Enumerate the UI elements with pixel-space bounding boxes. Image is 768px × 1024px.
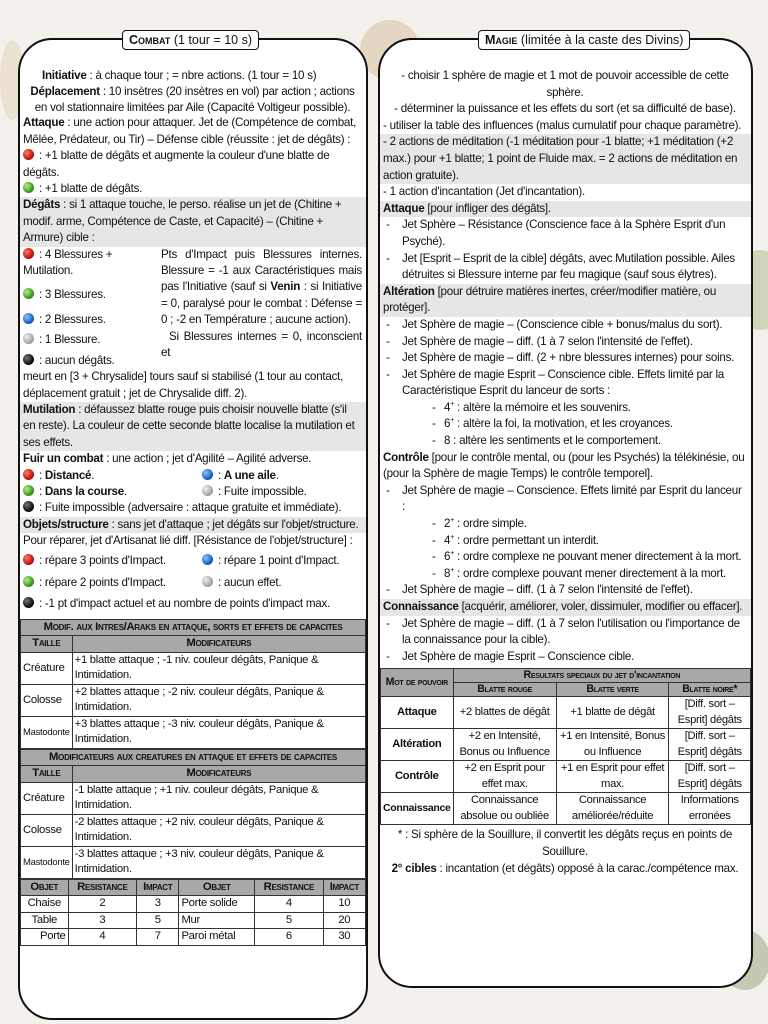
controle-sublist xyxy=(380,516,751,582)
list-item: - 4+ : altère la mémoire et les souvenirs. xyxy=(444,400,751,417)
black-die-icon xyxy=(23,597,34,608)
red-die-icon xyxy=(23,149,34,160)
list-item: - Jet [Esprit – Esprit de la cible] dégâts, avec Mutilation possible. Ailes détruites si Blessure interne par feu magique (sauf sous élytres). xyxy=(402,251,747,284)
objets-table: Objet Resistance Impact Objet Resistance Impact Chaise 2 3 Porte solide 4 10 Table 3 5 Mur 5 20 Porte 4 7 Paroi métal 6 30 xyxy=(20,879,366,946)
modif-creatures-table: Modificateurs aux creatures en attaque et effets de capacites Taille Modificateurs Créature -1 blatte attaque ; +1 niv. couleur dégâts, Panique & Intimidation. Colosse -2 blattes attaque ; +2 niv. couleur dégâts, Panique & Intimidation. Mastodonte -3 blattes attaque ; +3 niv. couleur dégâts, Panique & Intimidation. xyxy=(20,749,366,879)
list-item: - Jet Sphère – Résistance (Conscience face à la Sphère Esprit d'un Psyché). xyxy=(402,217,747,250)
blue-die-icon xyxy=(23,313,34,324)
table-row: Chaise 2 3 Porte solide 4 10 xyxy=(21,896,366,913)
attaque-red: : +1 blatte de dégâts et augmente la couleur d'une blatte de dégâts. xyxy=(23,149,330,179)
resultats-table: Mot de pouvoir Resultats speciaux du jet d'incantation Blatte rouge Blatte verte Blatte noire* Attaque +2 blattes de dégât +1 blatte de dégât [Diff. sort – Esprit] dégâts Altération +2 en Intensité, Bonus ou Influence +1 en Intensité, Bonus ou Influence [Diff. sort – Esprit] dégâts Contrôle +2 en Esprit pour effet max. +1 en Esprit pour effet max. [Diff. sort – Esprit] dégâts Connaissance Connaissance absolue ou oubliée Connaissance améliorée/réduite Informations erronées xyxy=(380,668,751,825)
objets-grid: : répare 3 points d'Impact. : répare 2 points d'Impact. : répare 1 point d'Impact. : aucun effet. xyxy=(20,550,366,592)
list-item: - Jet Sphère de magie Esprit – Conscience cible. xyxy=(402,649,747,666)
intro-line: - utiliser la table des influences (malus cumulatif pour chaque paramètre). xyxy=(383,118,742,132)
table-row: Colosse +2 blattes attaque ; -2 niv. couleur dégâts, Panique & Intimidation. xyxy=(21,684,366,716)
table-row: Altération +2 en Intensité, Bonus ou Influence +1 en Intensité, Bonus ou Influence [Diff. sort – Esprit] dégâts xyxy=(381,729,751,761)
list-item: - Jet Sphère de magie – (Conscience cible + bonus/malus du sort). xyxy=(402,317,747,334)
controle-section: Contrôle [pour le contrôle mental, ou (pour les Psychés) la télékinésie, ou (pour la Sphère de magie Temps) le contrôle temporel]. xyxy=(383,450,745,481)
list-item: - Jet Sphère de magie – diff. (1 à 7 selon l'intensité de l'effet). xyxy=(402,334,747,351)
alteration-list xyxy=(380,317,751,400)
modif-intres-table: Modif. aux Intres/Araks en attaque, sorts et effets de capacites Taille Modificateurs Créature +1 blatte attaque ; -1 niv. couleur dégâts, Panique & Intimidation. Colosse +2 blattes attaque ; -2 niv. couleur dégâts, Panique & Intimidation. Mastodonte +3 blattes attaque ; -3 niv. couleur dégâts, Panique & Intimidation. xyxy=(20,619,366,749)
table-title: Modif. aux Intres/Araks en attaque, sorts et effets de capacites xyxy=(21,619,366,636)
green-die-icon xyxy=(23,182,34,193)
table-row: Créature +1 blatte attaque ; -1 niv. couleur dégâts, Panique & Intimidation. xyxy=(21,652,366,684)
fuir-black: : Fuite impossible (adversaire : attaque gratuite et immédiate). xyxy=(20,500,366,516)
table-row: Créature -1 blatte attaque ; +1 niv. couleur dégâts, Panique & Intimidation. xyxy=(21,782,366,814)
table-row: Mastodonte +3 blattes attaque ; -3 niv. couleur dégâts, Panique & Intimidation. xyxy=(21,716,366,748)
black-die-icon xyxy=(23,501,34,512)
grey-die-icon xyxy=(202,485,213,496)
table-row: Colosse -2 blattes attaque ; +2 niv. couleur dégâts, Panique & Intimidation. xyxy=(21,814,366,846)
mutilation-line: Mutilation : défaussez blatte rouge puis choisir nouvelle blatte (s'il en reste). La couleur de cette seconde blatte localise la mutilation et ses effets. xyxy=(20,402,366,451)
table-row: Porte 4 7 Paroi métal 6 30 xyxy=(21,929,366,946)
initiative-line: Initiative : à chaque tour ; = nbre actions. (1 tour = 10 s) xyxy=(42,69,317,82)
green-die-icon xyxy=(23,288,34,299)
list-item: - 4+ : ordre permettant un interdit. xyxy=(444,533,751,550)
list-item: - 8+ : ordre complexe pouvant mener directement à la mort. xyxy=(444,566,751,583)
fuir-line: Fuir un combat : une action ; jet d'Agilité – Agilité adverse. xyxy=(23,452,312,466)
fuir-grid: : Distancé. : Dans la course. : A une aile. : Fuite impossible. xyxy=(20,468,366,501)
list-item: - 6+ : altère la foi, la motivation, et les croyances. xyxy=(444,416,751,433)
blue-die-icon xyxy=(202,554,213,565)
degats-line: Dégâts : si 1 attaque touche, le perso. réalise un jet de (Chitine + modif. arme, Compétence de Caste, et Capacité) – (Chitine + Armure) cible : xyxy=(20,197,366,246)
table-title: Modificateurs aux creatures en attaque et effets de capacites xyxy=(21,749,366,766)
green-die-icon xyxy=(23,485,34,496)
intro-line: - déterminer la puissance et les effets du sort (et sa difficulté de base). xyxy=(394,102,736,116)
degats-continuation: meurt en [3 + Chrysalide] tours sauf si stabilisé (1 tour au contact, déplacement gratuit ; jet de Chrysalide diff. 2). xyxy=(23,370,344,400)
magie-title: Magie (limitée à la caste des Divins) xyxy=(478,30,690,50)
table-row: Attaque +2 blattes de dégât +1 blatte de dégât [Diff. sort – Esprit] dégâts xyxy=(381,697,751,729)
list-item: - Jet Sphère de magie – Conscience. Effets limité par Esprit du lanceur : xyxy=(402,483,747,516)
table-row: Table 3 5 Mur 5 20 xyxy=(21,912,366,929)
list-item: - Jet Sphère de magie – diff. (2 + nbre blessures internes) pour soins. xyxy=(402,350,747,367)
list-item: - 8 : altère les sentiments et le comportement. xyxy=(444,433,751,450)
objets-line: Objets/structure : sans jet d'attaque ; jet dégâts sur l'objet/structure. xyxy=(20,517,366,533)
list-item: - 2+ : ordre simple. xyxy=(444,516,751,533)
table-row: Contrôle +2 en Esprit pour effet max. +1 en Esprit pour effet max. [Diff. sort – Esprit] dégâts xyxy=(381,761,751,793)
intro-line: - choisir 1 sphère de magie et 1 mot de pouvoir accessible de cette sphère. xyxy=(401,69,729,99)
grey-die-icon xyxy=(202,576,213,587)
combat-card xyxy=(18,38,368,1020)
table-row: Connaissance Connaissance absolue ou oubliée Connaissance améliorée/réduite Informations erronées xyxy=(381,793,751,825)
magie-card xyxy=(378,38,753,988)
objets-line-2: Pour réparer, jet d'Artisanat lié diff. [Résistance de l'objet/structure] : xyxy=(23,534,353,548)
intro-line: - 2 actions de méditation (-1 méditation pour -1 blatte; +1 méditation (+2 max.) pour +1 blatte; 1 point de Fluide max. = 2 actions de méditation en action gratuite). xyxy=(380,134,751,184)
blue-die-icon xyxy=(202,469,213,480)
attaque-line: Attaque : une action pour attaquer. Jet de (Compétence de combat, Mêlée, Prédateur, ou Tir) – Défense cible (réussite : jet de dégâts) : xyxy=(23,116,357,146)
red-die-icon xyxy=(23,469,34,480)
cibles-line: 2° cibles : incantation (et dégâts) opposé à la carac./compétence max. xyxy=(391,861,739,875)
red-die-icon xyxy=(23,248,34,259)
green-die-icon xyxy=(23,576,34,587)
red-die-icon xyxy=(23,554,34,565)
combat-title: Combat (1 tour = 10 s) xyxy=(122,30,259,50)
controle-list-2 xyxy=(380,582,751,599)
intro-line: - 1 action d'incantation (Jet d'incantation). xyxy=(383,185,585,199)
connaissance-section: Connaissance [acquérir, améliorer, voler, dissimuler, modifier ou effacer]. xyxy=(380,599,751,616)
connaissance-list xyxy=(380,616,751,666)
list-item: - Jet Sphère de magie Esprit – Conscience cible. Effets limité par la Caractéristique Esprit du lanceur de sorts : xyxy=(402,367,747,400)
list-item: - Jet Sphère de magie – diff. (1 à 7 selon l'intensité de l'effet). xyxy=(402,582,747,599)
list-item: - 6+ : ordre complexe ne pouvant mener directement à la mort. xyxy=(444,549,751,566)
grey-die-icon xyxy=(23,333,34,344)
list-item: - Jet Sphère de magie – diff. (1 à 7 selon l'utilisation ou l'importance de la connaissance pour la cible). xyxy=(402,616,747,649)
attaque-green: : +1 blatte de dégâts. xyxy=(20,181,366,197)
alteration-sublist xyxy=(380,400,751,450)
attaque-list xyxy=(380,217,751,283)
deplacement-line: Déplacement : 10 insètres (20 insètres en vol) par action ; actions en vol stationnaire limitées par Aile (Capacité Voltigeur possible). xyxy=(30,85,355,114)
objets-black: : -1 pt d'impact actuel et au nombre de points d'impact max. xyxy=(20,596,366,612)
footnote: * : Si sphère de la Souillure, il convertit les dégâts reçus en points de Souillure. xyxy=(397,828,733,858)
table-row: Mastodonte -3 blattes attaque ; +3 niv. couleur dégâts, Panique & Intimidation. xyxy=(21,846,366,878)
degats-block: : 4 Blessures + Mutilation. : 3 Blessures. : 2 Blessures. : 1 Blessure. : aucun dégâts. Pts d'Impact puis Blessures internes. Blessure = -1 aux Caractéristiques mais pas l'Initiative (sauf si Venin : si Initiative = 0, paralysé pour le combat : Défense = 0 ; -2 en Température ; aucune action). Si Blessures internes = 0, inconscient et xyxy=(23,247,362,367)
alteration-section: Altération [pour détruire matières inertes, créer/modifier matière, ou protéger]. xyxy=(380,284,751,317)
controle-list xyxy=(380,483,751,516)
black-die-icon xyxy=(23,354,34,365)
attaque-section: Attaque [pour infliger des dégâts]. xyxy=(380,201,751,218)
